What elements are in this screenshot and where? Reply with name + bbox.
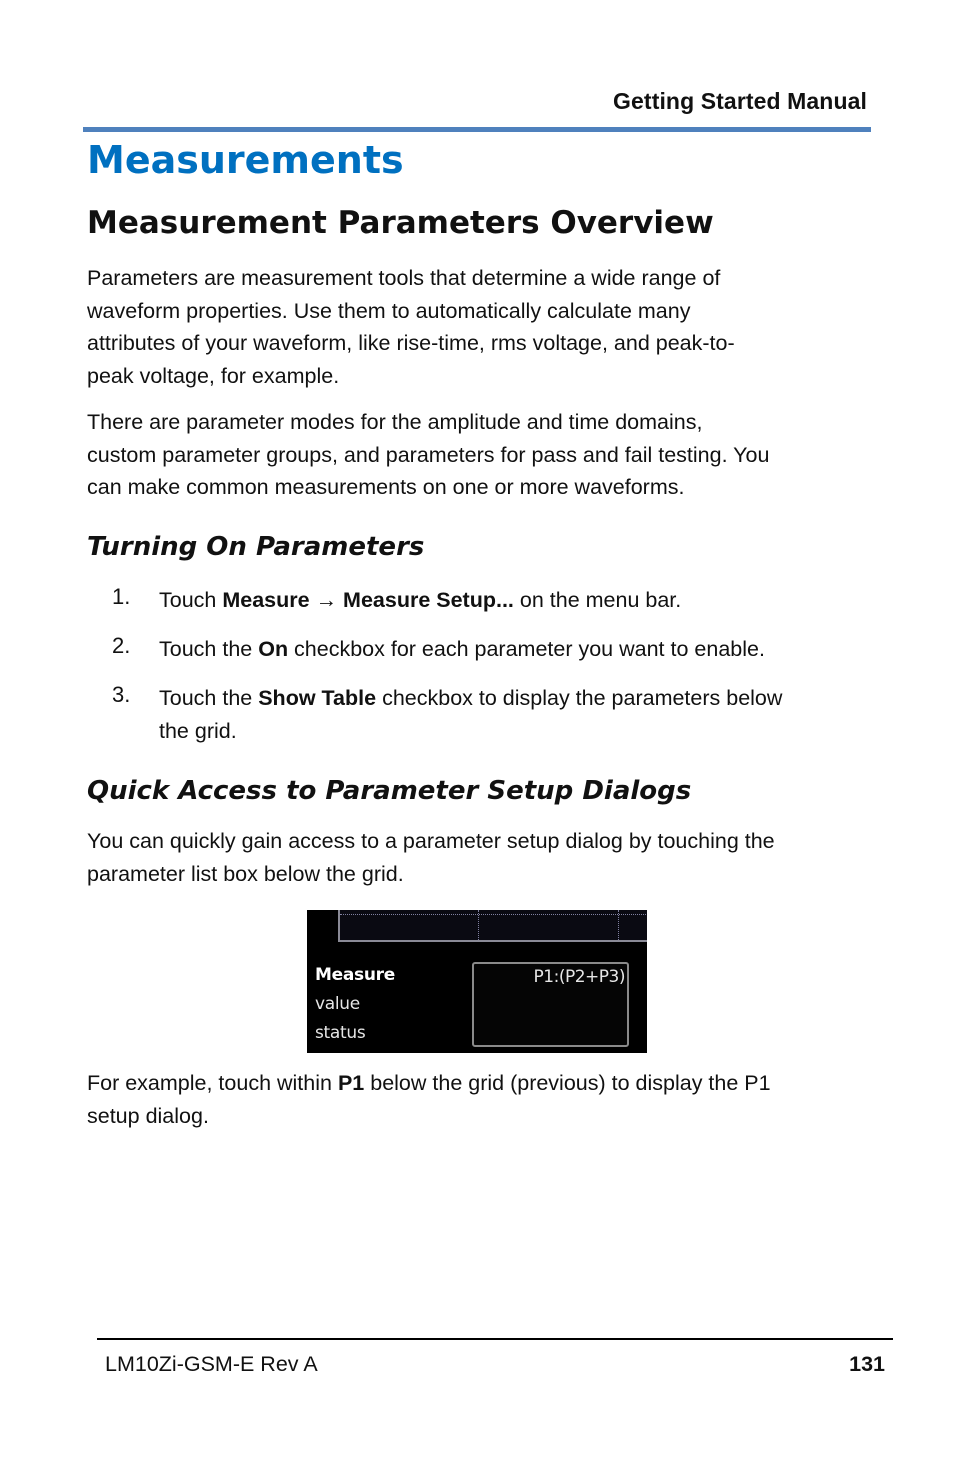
document-id: LM10Zi-GSM-E Rev A (105, 1352, 318, 1376)
turning-on-heading: Turning On Parameters (87, 532, 425, 562)
text-line: attributes of your waveform, like rise-time, rms voltage, and peak-to- (87, 331, 735, 355)
grid-line (478, 910, 479, 940)
text-line: There are parameter modes for the amplitude and time domains, (87, 410, 703, 434)
checkbox-name: Show Table (258, 686, 377, 710)
measure-row-label: Measure (315, 965, 395, 985)
value-row-label: value (315, 994, 360, 1014)
status-row-label: status (315, 1023, 366, 1043)
quick-access-paragraph (87, 825, 877, 890)
text-line: You can quickly gain access to a parameter setup dialog by touching the (87, 829, 775, 853)
menu-path: Measure → Measure Setup... (222, 588, 514, 612)
step-number: 3. (112, 682, 131, 707)
page-number: 131 (849, 1352, 885, 1376)
scope-screenshot (307, 910, 647, 1053)
footer-rule (97, 1338, 893, 1340)
grid-line (618, 910, 619, 940)
parameter-p1-label: P1:(P2+P3) (533, 967, 625, 987)
parameter-p1-box[interactable] (472, 962, 629, 1047)
checkbox-name: On (258, 637, 289, 661)
text-line: waveform properties. Use them to automatically calculate many (87, 298, 691, 323)
page-title: Measurements (87, 138, 404, 182)
section-heading: Measurement Parameters Overview (87, 205, 714, 241)
text-line: peak voltage, for example. (87, 363, 340, 388)
running-header: Getting Started Manual (613, 88, 867, 114)
text-line: Parameters are measurement tools that determine a wide range of (87, 266, 721, 290)
scope-grid (338, 910, 647, 942)
quick-access-heading: Quick Access to Parameter Setup Dialogs (87, 776, 692, 806)
text-line: custom parameter groups, and parameters for pass and fail testing. You (87, 442, 770, 467)
grid-line (340, 914, 647, 915)
text-line: can make common measurements on one or more waveforms. (87, 475, 685, 499)
step-text: Touch the Show Table checkbox to display the parameters below the grid. (159, 686, 783, 743)
header-rule (83, 127, 871, 132)
step-text: Touch the On checkbox for each parameter you want to enable. (159, 637, 765, 661)
example-paragraph: For example, touch within P1 below the grid (previous) to display the P1 setup dialog. (87, 1071, 771, 1128)
step-number: 2. (112, 633, 131, 658)
parameter-name: P1 (337, 1071, 365, 1095)
text-line: parameter list box below the grid. (87, 861, 404, 886)
intro-paragraph-2 (87, 406, 877, 504)
intro-paragraph-1 (87, 262, 877, 392)
step-number: 1. (112, 584, 131, 609)
step-text: Touch Measure → Measure Setup... on the menu bar. (159, 588, 682, 612)
